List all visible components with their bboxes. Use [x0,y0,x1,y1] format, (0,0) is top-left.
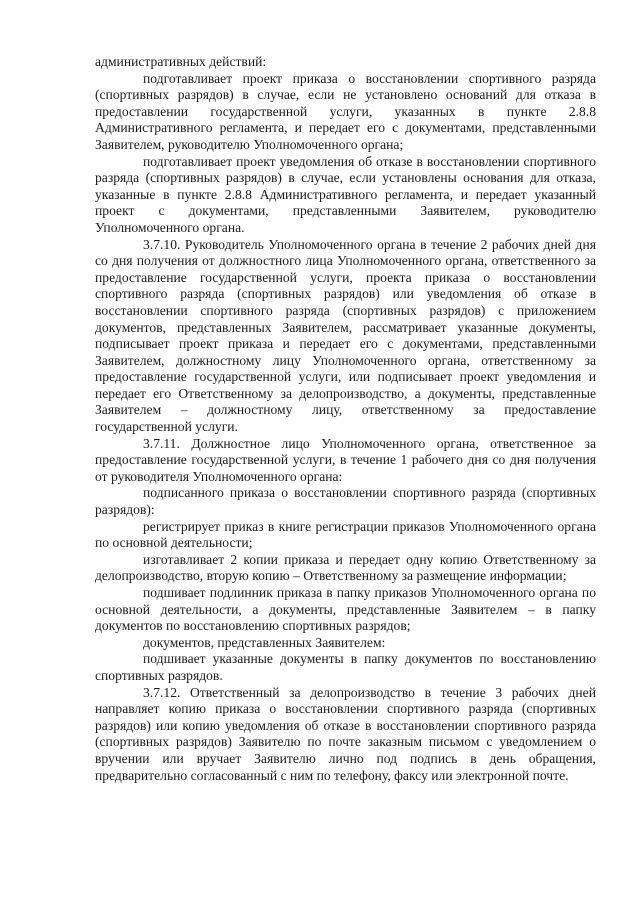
paragraph-make-copies: изготавливает 2 копии приказа и передает одну копию Ответственному за делопроизводство, вторую копию – Ответственному за размещение информации; [95,551,596,584]
paragraph-signed-order: подписанного приказа о восстановлении спортивного разряда (спортивных разрядов): [95,485,596,518]
paragraph-applicant-documents: документов, представленных Заявителем: [143,634,386,650]
paragraph-register-order: регистрирует приказ в книге регистрации приказов Уполномоченного органа по основной деятельности; [95,518,596,551]
paragraph-continuation: административных действий: [95,54,267,69]
paragraph-3-7-12: 3.7.12. Ответственный за делопроизводство в течение 3 рабочих дней направляет копию приказа о восстановлении спортивного разряда (спортивных разрядов) или копию уведомления об отказе в восстановлении спортивного разряда (спортивных разрядов) Заявителю по почте заказным письмом с уведомлением о вручении или вручает Заявителю лично под подпись в день обращения, предварительно согласованный с ним по телефону, факсу или электронной почте. [95,684,596,783]
paragraph-3-7-10: 3.7.10. Руководитель Уполномоченного органа в течение 2 рабочих дней дня со дня получения от должностного лица Уполномоченного органа, ответственного за предоставление государственной услуги, проекта приказа о восстановлении спортивного разряда (спортивных разрядов) или уведомления об отказе в восстановлении спортивного разряда (спортивных разрядов) с приложением документов, представленных Заявителем, рассматривает указанные документы, подписывает проект приказа и передает его с документами, представленными Заявителем, должностному лицу Уполномоченного органа, ответственному за предоставление государственной услуги, или подписывает проект уведомления и передает его Ответственному за делопроизводство, а документы, представленные Заявителем – должностному лицу, ответственному за предоставление государственной услуги. [95,236,596,435]
paragraph-prepare-refusal: подготавливает проект уведомления об отказе в восстановлении спортивного разряда (спортивных разрядов) в случае, если установлены основания для отказа, указанные в пункте 2.8.8 Административного регламента, и передает указанный проект с документами, представленными Заявителем, руководителю Уполномоченного органа. [95,153,596,235]
document-page [95,54,596,784]
paragraph-3-7-11: 3.7.11. Должностное лицо Уполномоченного органа, ответственное за предоставление государственной услуги, в течение 1 рабочего дня со дня получения от руководителя Уполномоченного органа: [95,435,596,484]
paragraph-file-documents: подшивает указанные документы в папку документов по восстановлению спортивных разрядов. [95,651,596,683]
paragraph-prepare-order: подготавливает проект приказа о восстановлении спортивного разряда (спортивных разрядов) в случае, если не установлено оснований для отказа в предоставлении государственной услуги, указанных в пункте 2.8.8 Административного регламента, и передает его с документами, представленными Заявителем, руководителю Уполномоченного органа; [95,70,596,152]
paragraph-file-original: подшивает подлинник приказа в папку приказов Уполномоченного органа по основной деятельности, а документы, представленные Заявителем – в папку документов по восстановлению спортивных разрядов; [95,585,596,634]
